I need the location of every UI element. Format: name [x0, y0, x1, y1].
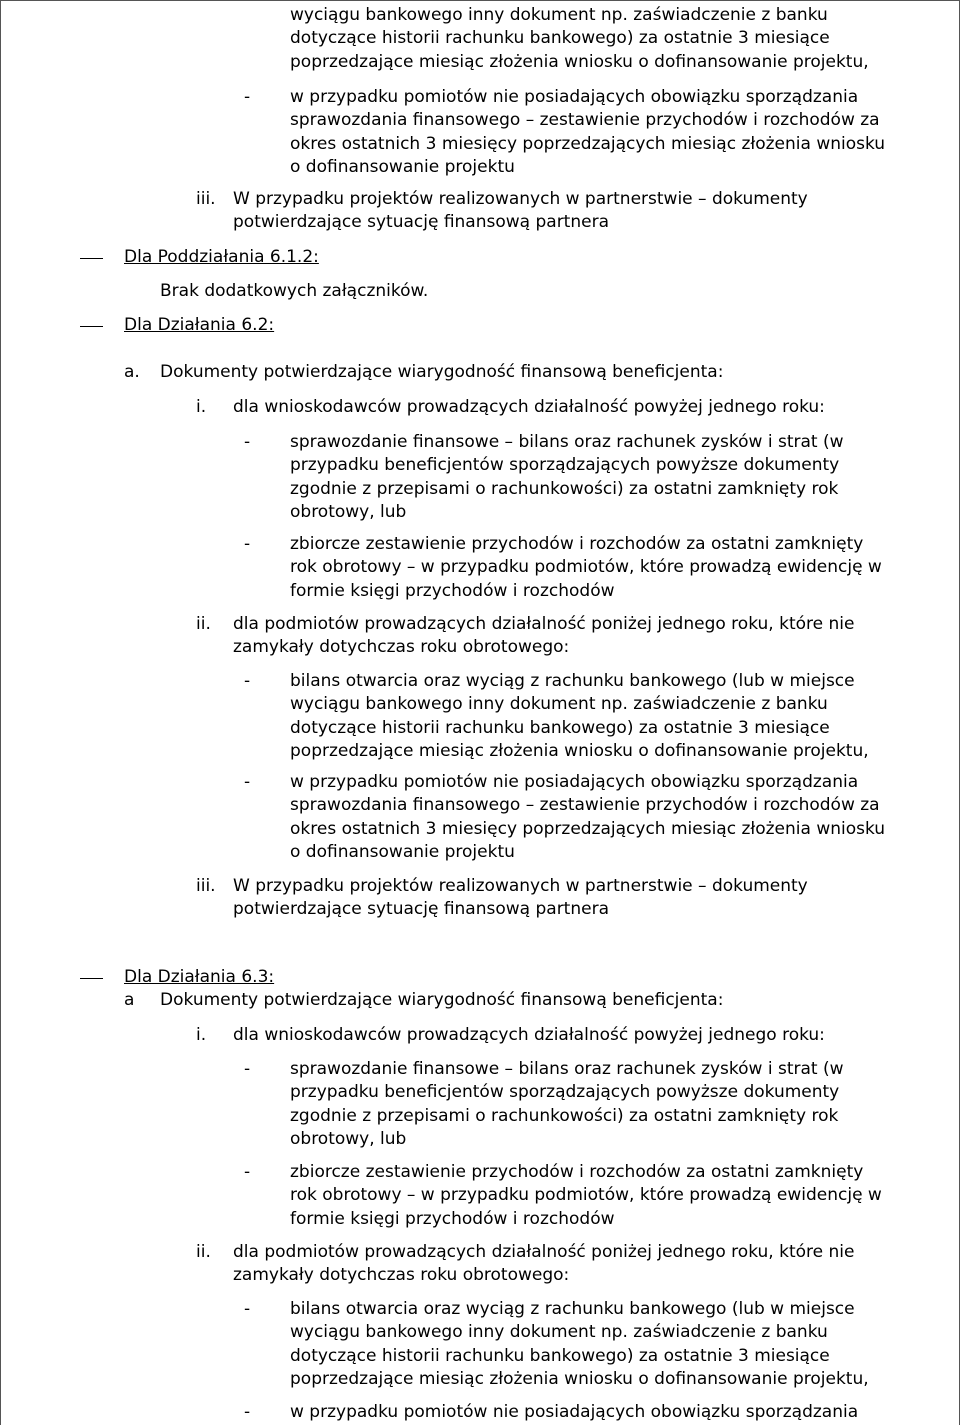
top-bullet-marker: - [244, 87, 251, 107]
s62-ii-text: dla podmiotów prowadzących działalność poniżej jednego roku, które nie zamykały dotychczas roku obrotowego: [233, 614, 855, 658]
top-continuation-text: wyciągu bankowego inny dokument np. zaświadczenie z banku dotyczące historii rachunku bankowego) za ostatnie 3 miesiące poprzedzające miesiąc złożenia wniosku o dofinansowanie projektu, [290, 5, 869, 72]
top-iii-marker: iii. [196, 189, 216, 209]
s62-i-marker: i. [196, 397, 207, 417]
top-iii-text: W przypadku projektów realizowanych w partnerstwie – dokumenty potwierdzające sytuację finansową partnera [233, 189, 808, 233]
s62-b3-text: bilans otwarcia oraz wyciąg z rachunku bankowego (lub w miejsce wyciągu bankowego inny dokument np. zaświadczenie z banku dotyczące historii rachunku bankowego) za ostatnie 3 miesiące poprzedzające miesiąc złożenia wniosku o dofinansowanie projektu, [290, 671, 869, 761]
s63-ii-text: dla podmiotów prowadzących działalność poniżej jednego roku, które nie zamykały dotychczas roku obrotowego: [233, 1242, 855, 1286]
s62-a-text: Dokumenty potwierdzające wiarygodność finansową beneficjenta: [160, 362, 724, 382]
s63-b3-text: bilans otwarcia oraz wyciąg z rachunku bankowego (lub w miejsce wyciągu bankowego inny dokument np. zaświadczenie z banku dotyczące historii rachunku bankowego) za ostatnie 3 miesiące poprzedzające miesiąc złożenia wniosku o dofinansowanie projektu, [290, 1299, 869, 1389]
section-63-heading: Dla Działania 6.3: [124, 967, 275, 987]
s62-b4-marker: - [244, 772, 251, 792]
s62-b3-marker: - [244, 671, 251, 691]
s62-b2-text: zbiorcze zestawienie przychodów i rozchodów za ostatni zamknięty rok obrotowy – w przypadku podmiotów, które prowadzą ewidencję w formie księgi przychodów i rozchodów [290, 534, 882, 601]
s63-b2-text: zbiorcze zestawienie przychodów i rozchodów za ostatni zamknięty rok obrotowy – w przypadku podmiotów, które prowadzą ewidencję w formie księgi przychodów i rozchodów [290, 1162, 882, 1229]
s62-a-marker: a. [124, 362, 140, 382]
s63-b2-marker: - [244, 1162, 251, 1182]
s63-b1-marker: - [244, 1059, 251, 1079]
s63-ii-marker: ii. [196, 1242, 211, 1262]
section-612-heading: Dla Poddziałania 6.1.2: [124, 247, 319, 267]
s62-b1-marker: - [244, 432, 251, 452]
s62-iii-text: W przypadku projektów realizowanych w partnerstwie – dokumenty potwierdzające sytuację finansową partnera [233, 876, 808, 920]
s62-ii-marker: ii. [196, 614, 211, 634]
s63-i-text: dla wnioskodawców prowadzących działalność powyżej jednego roku: [233, 1025, 825, 1045]
top-bullet-text: w przypadku pomiotów nie posiadających obowiązku sporządzania sprawozdania finansowego – zestawienie przychodów i rozchodów za okres ostatnich 3 miesięcy poprzedzających miesiąc złożenia wniosku o dofinansowanie projektu [290, 87, 886, 177]
section-612-note: Brak dodatkowych załączników. [160, 281, 429, 301]
section-62-heading: Dla Działania 6.2: [124, 315, 275, 335]
s63-b4-marker: - [244, 1402, 251, 1422]
s62-b1-text: sprawozdanie finansowe – bilans oraz rachunek zysków i strat (w przypadku beneficjentów sporządzających powyższe dokumenty zgodnie z przepisami o rachunkowości) za ostatni zamknięty rok obrotowy, lub [290, 432, 844, 522]
s63-a-marker: a [124, 990, 135, 1010]
section-dash [80, 258, 103, 259]
s63-b4-text: w przypadku pomiotów nie posiadających obowiązku sporządzania [290, 1402, 859, 1422]
s62-b4-text: w przypadku pomiotów nie posiadających obowiązku sporządzania sprawozdania finansowego – zestawienie przychodów i rozchodów za okres ostatnich 3 miesięcy poprzedzających miesiąc złożenia wniosku o dofinansowanie projektu [290, 772, 886, 862]
section-dash [80, 978, 103, 979]
s63-b1-text: sprawozdanie finansowe – bilans oraz rachunek zysków i strat (w przypadku beneficjentów sporządzających powyższe dokumenty zgodnie z przepisami o rachunkowości) za ostatni zamknięty rok obrotowy, lub [290, 1059, 844, 1149]
s62-i-text: dla wnioskodawców prowadzących działalność powyżej jednego roku: [233, 397, 825, 417]
s63-a-text: Dokumenty potwierdzające wiarygodność finansową beneficjenta: [160, 990, 724, 1010]
s63-b3-marker: - [244, 1299, 251, 1319]
s62-iii-marker: iii. [196, 876, 216, 896]
s63-i-marker: i. [196, 1025, 207, 1045]
section-dash [80, 326, 103, 327]
s62-b2-marker: - [244, 534, 251, 554]
